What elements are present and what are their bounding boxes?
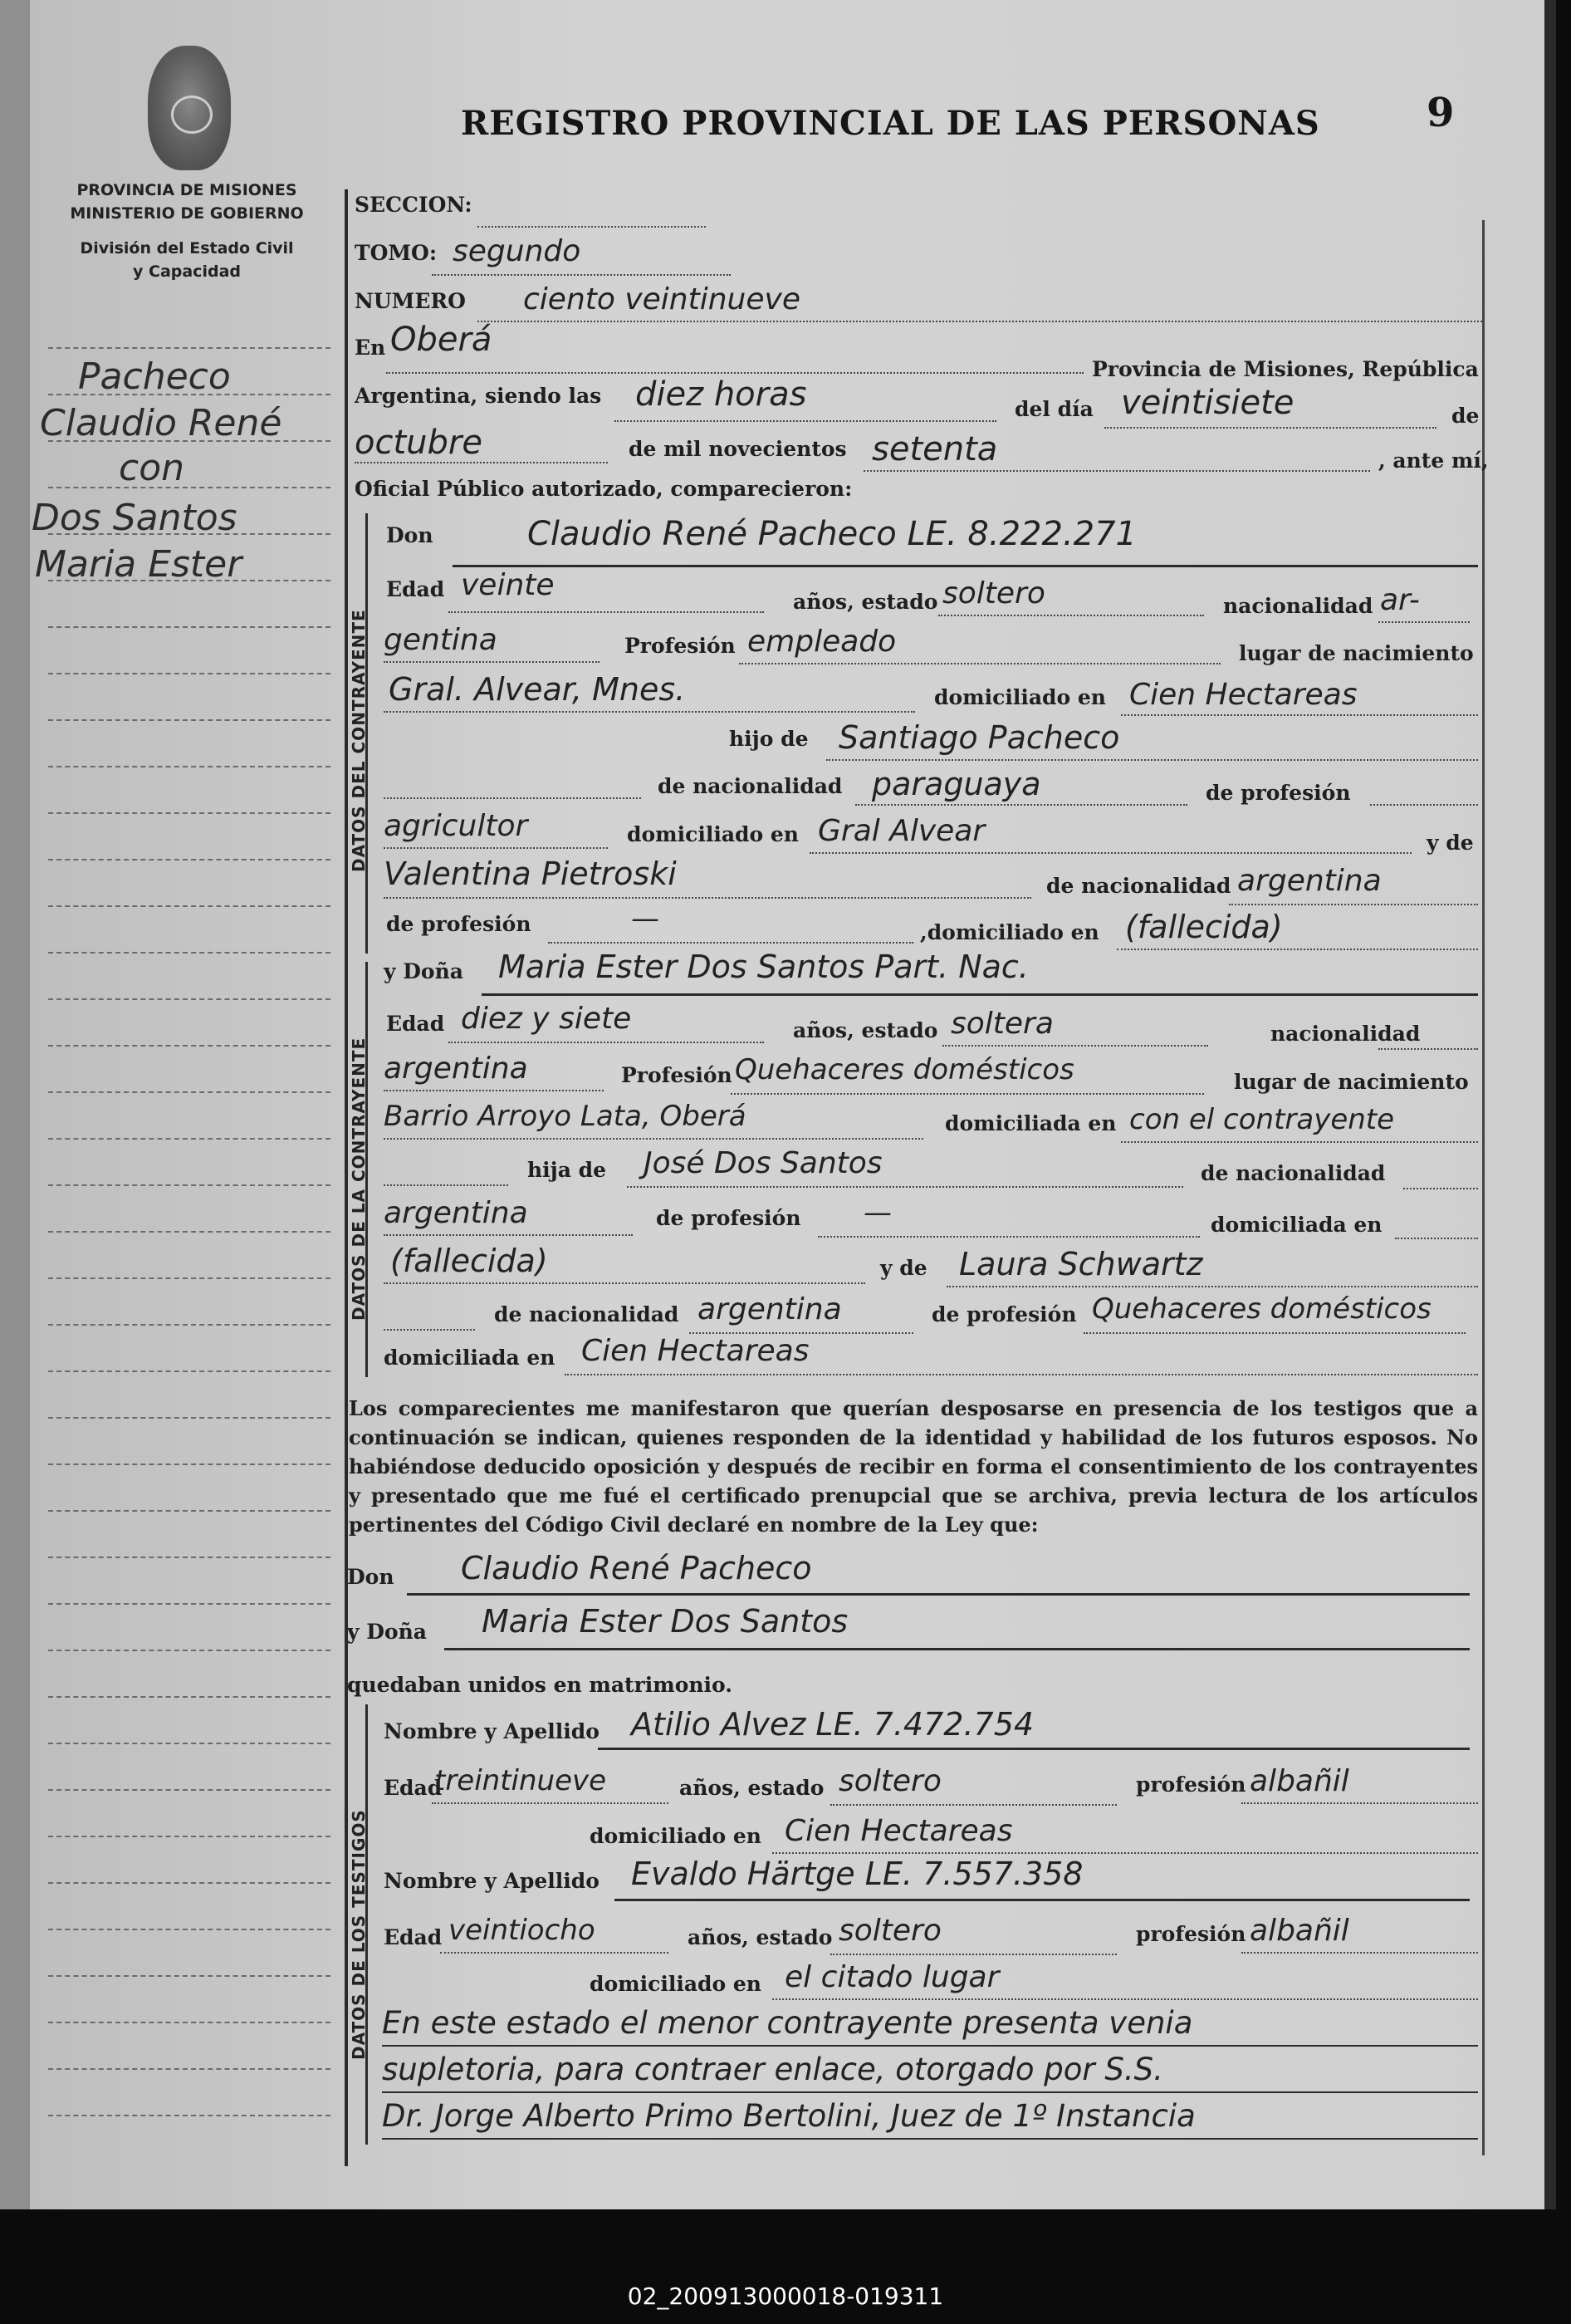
anio-value: setenta [872, 430, 998, 468]
provincia-text: Provincia de Misiones, República [1092, 357, 1479, 381]
t1-prof-label: profesión [1136, 1772, 1246, 1797]
padre-dom-value: Gral Alvear [818, 814, 986, 848]
madre-value: Valentina Pietroski [384, 856, 677, 892]
madre-dom-label: ,domiciliado en [920, 920, 1099, 944]
right-margin-rule [1482, 220, 1485, 2155]
page-title: REGISTRO PROVINCIAL DE LAS PERSONAS [461, 104, 1320, 143]
anios-label: años, estado [793, 590, 938, 614]
estado-value: soltero [942, 576, 1045, 610]
edad-value: veinte [461, 568, 555, 602]
padre-nac-value: paraguaya [872, 766, 1041, 802]
padre-dom-label: domiciliado en [627, 822, 799, 846]
edad-f-value: diez y siete [461, 1002, 632, 1036]
edad-f-label: Edad [386, 1012, 445, 1036]
madre-prof-label: de profesión [386, 912, 531, 936]
margin-note: Dos Santos [32, 497, 237, 539]
madre-dom-f-value: Cien Hectareas [581, 1334, 810, 1368]
t1-edad-label: Edad [384, 1776, 443, 1800]
hija-label: hija de [527, 1158, 607, 1182]
de-label: de [1451, 404, 1480, 428]
margin-note: Claudio René [40, 402, 282, 444]
statement-paragraph: Los comparecientes me manifestaron que querían desposarse en presencia de los testigos que a continuación se indican, quienes responden de la identidad y habilidad de los futuros esposos. No habiéndose deducido oposición y después de recibir en forma el consentimiento de los contrayentes y presentado que me fué el certificado prenupcial que se archiva, previa lectura de los artículos pertinentes del Código Civil declaré en nombre de la Ley que: [349, 1396, 1478, 1537]
madre-nac-f-label: de nacionalidad [494, 1302, 679, 1326]
t2-prof-value: albañil [1250, 1914, 1349, 1948]
padre-value: Santiago Pacheco [839, 719, 1120, 756]
madre-nac-label: de nacionalidad [1046, 874, 1231, 898]
testigos-note-3: Dr. Jorge Alberto Primo Bertolini, Juez de 1º Instancia [382, 2098, 1196, 2134]
domicilio-value: Cien Hectareas [1129, 678, 1358, 712]
dia-value: veintisiete [1121, 384, 1294, 422]
lugar-f-value: Barrio Arroyo Lata, Oberá [384, 1100, 746, 1133]
union-dona-label: y Doña [347, 1620, 427, 1644]
t2-estado-value: soltero [839, 1914, 942, 1948]
coat-of-arms-seal [148, 46, 231, 170]
anios-f-label: años, estado [793, 1018, 938, 1042]
t1-nombre-value: Atilio Alvez LE. 7.472.754 [631, 1706, 1035, 1743]
padre-dom-f-value: (fallecida) [390, 1243, 548, 1279]
t1-estado-value: soltero [839, 1764, 942, 1798]
union-dona-value: Maria Ester Dos Santos [482, 1603, 849, 1640]
tomo-label: TOMO: [355, 241, 438, 265]
dona-label: y Doña [384, 959, 463, 983]
mes-value: octubre [355, 424, 482, 462]
padre-prof-f-value: — [864, 1196, 892, 1229]
profesion-f-label: Profesión [621, 1063, 732, 1087]
madre-prof-value: — [631, 902, 659, 935]
nacionalidad-f-label: nacionalidad [1270, 1022, 1421, 1046]
nac-value-2: gentina [384, 623, 497, 657]
t2-nombre-label: Nombre y Apellido [384, 1869, 600, 1893]
madre-nac-f-value: argentina [697, 1292, 842, 1326]
nac-f-value: argentina [384, 1052, 528, 1086]
de-nac-label: de nacionalidad [658, 774, 843, 798]
contrayente-f-side-label: DATOS DE LA CONTRAYENTE [349, 1037, 369, 1321]
lugar-label: lugar de nacimiento [1239, 641, 1474, 665]
margin-note: con [119, 447, 184, 489]
madre-dom-value: (fallecida) [1125, 909, 1283, 945]
en-label: En [355, 336, 386, 360]
contrayente-name: Claudio René Pacheco LE. 8.222.271 [527, 515, 1138, 553]
domiciliada-label: domiciliada en [945, 1111, 1117, 1135]
nacionalidad-label: nacionalidad [1223, 594, 1373, 618]
org-line-4: y Capacidad [133, 262, 241, 281]
y-de-f-label: y de [880, 1256, 927, 1280]
hora-value: diez horas [635, 375, 807, 414]
testigos-side-label: DATOS DE LOS TESTIGOS [349, 1809, 369, 2060]
lugar-f-label: lugar de nacimiento [1234, 1070, 1469, 1094]
numero-value: ciento veintinueve [523, 282, 800, 316]
madre-f-value: Laura Schwartz [959, 1246, 1203, 1282]
t1-anios-label: años, estado [679, 1776, 825, 1800]
de-prof-label: de profesión [1206, 781, 1351, 805]
t1-dom-value: Cien Hectareas [785, 1814, 1013, 1848]
en-value: Oberá [390, 321, 492, 359]
ante-mi: , ante mí, [1378, 449, 1489, 473]
edad-label: Edad [386, 577, 445, 601]
org-line-3: División del Estado Civil [80, 239, 294, 257]
madre-nac-value: argentina [1237, 864, 1382, 898]
t1-prof-value: albañil [1250, 1764, 1349, 1798]
domiciliado-label: domiciliado en [934, 685, 1106, 709]
t1-dom-label: domiciliado en [590, 1824, 761, 1848]
column-divider [345, 189, 348, 2166]
org-line-2: MINISTERIO DE GOBIERNO [70, 204, 304, 223]
contrayente-f-name: Maria Ester Dos Santos Part. Nac. [498, 949, 1029, 985]
profesion-f-value: Quehaceres domésticos [735, 1053, 1074, 1086]
t2-prof-label: profesión [1136, 1922, 1246, 1946]
seccion-label: SECCION: [355, 193, 472, 217]
testigos-note-2: supletoria, para contraer enlace, otorgado por S.S. [382, 2052, 1163, 2087]
estado-f-value: soltera [951, 1007, 1054, 1041]
don-label: Don [386, 523, 433, 547]
mil-text: de mil novecientos [629, 437, 847, 461]
page-binding-edge [0, 0, 30, 2209]
margin-column [32, 347, 330, 2141]
t2-anios-label: años, estado [688, 1925, 833, 1949]
madre-prof-f-label: de profesión [932, 1302, 1077, 1326]
margin-note: Pacheco [78, 355, 231, 398]
domicilio-f-value: con el contrayente [1129, 1103, 1395, 1136]
de-nac-f-label: de nacionalidad [1201, 1161, 1386, 1185]
testigos-note-1: En este estado el menor contrayente presenta venia [382, 2005, 1193, 2041]
t1-nombre-label: Nombre y Apellido [384, 1719, 600, 1743]
union-don-value: Claudio René Pacheco [461, 1550, 812, 1586]
hijo-label: hijo de [729, 727, 809, 751]
argentina-text: Argentina, siendo las [355, 384, 602, 408]
del-dia-label: del día [1015, 397, 1094, 421]
padre-nac-f-value: argentina [384, 1196, 528, 1230]
t2-dom-value: el citado lugar [785, 1960, 1000, 1994]
margin-note: Maria Ester [35, 543, 242, 586]
image-caption: 02_200913000018-019311 [627, 2282, 944, 2310]
t1-edad-value: treintinueve [434, 1764, 607, 1797]
padre-prof-value: agricultor [384, 809, 528, 843]
org-line-1: PROVINCIA DE MISIONES [76, 181, 297, 199]
madre-prof-f-value: Quehaceres domésticos [1092, 1292, 1432, 1326]
t2-nombre-value: Evaldo Härtge LE. 7.557.358 [631, 1856, 1084, 1892]
oficial-text: Oficial Público autorizado, comparecieron: [355, 477, 853, 501]
t2-edad-value: veintiocho [448, 1914, 595, 1947]
padre-f-value: José Dos Santos [644, 1146, 883, 1180]
padre-dom-f-label: domiciliada en [1211, 1213, 1383, 1237]
profesion-label: Profesión [624, 634, 736, 658]
lugar-value: Gral. Alvear, Mnes. [389, 671, 686, 708]
nac-value-1: ar- [1380, 583, 1420, 617]
quedaban-text: quedaban unidos en matrimonio. [347, 1673, 732, 1697]
t2-dom-label: domiciliado en [590, 1972, 761, 1996]
numero-label: NUMERO [355, 289, 466, 313]
tomo-value: segundo [453, 234, 581, 268]
de-prof-f-label: de profesión [656, 1206, 801, 1230]
union-don-label: Don [347, 1565, 394, 1589]
madre-dom-f-label: domiciliada en [384, 1346, 555, 1370]
y-de-label: y de [1427, 831, 1474, 855]
contrayente-side-label: DATOS DEL CONTRAYENTE [349, 609, 369, 872]
profesion-value: empleado [747, 625, 897, 659]
page-number: 9 [1427, 90, 1455, 136]
t2-edad-label: Edad [384, 1925, 443, 1949]
